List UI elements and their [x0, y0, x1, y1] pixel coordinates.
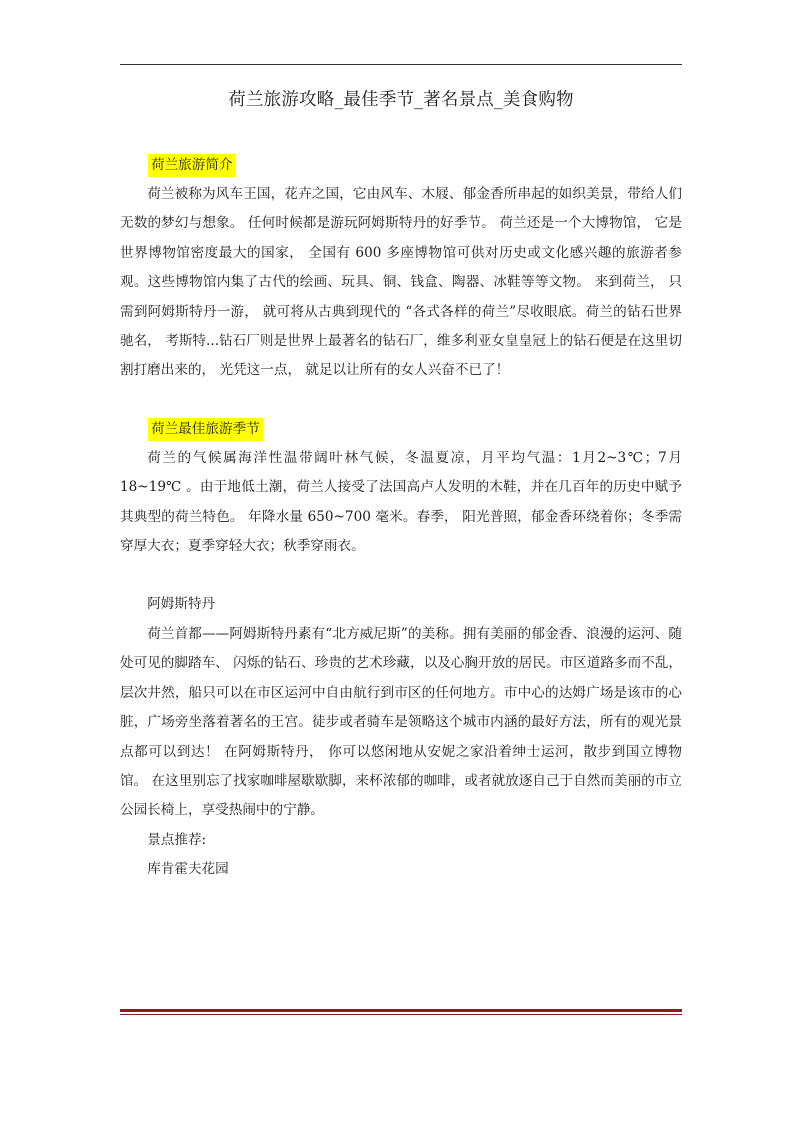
footer-rule	[120, 1009, 682, 1015]
section-paragraph-season: 荷兰的气候属海洋性温带阔叶林气候，冬温夏凉，月平均气温：1月2~3℃；7月18~19℃ 。由于地低土潮，荷兰人接受了法国高卢人发明的木鞋，并在几百年的历史中赋予其典型的荷兰特色。 年降水量 650~700 毫米。春季， 阳光普照，郁金香环绕着你；冬季需穿厚大衣；夏季穿轻大衣；秋季穿雨衣。	[120, 449, 682, 555]
document-title: 荷兰旅游攻略_最佳季节_著名景点_美食购物	[228, 90, 574, 110]
recommend-label: 景点推荐:	[147, 831, 207, 848]
section-heading-intro: 荷兰旅游简介	[148, 154, 236, 177]
document-body	[120, 151, 682, 885]
header-rule	[120, 64, 682, 65]
section-heading-intro-row	[120, 151, 682, 180]
spot-keukenhof: 库肯霍夫花园	[147, 861, 229, 878]
amsterdam-heading: 阿姆斯特丹	[147, 596, 216, 613]
section-heading-season-row	[120, 415, 682, 444]
amsterdam-paragraph: 荷兰首都——阿姆斯特丹素有“北方威尼斯”的美称。拥有美丽的郁金香、浪漫的运河、随处可见的脚踏车、 闪烁的钻石、珍贵的艺术珍藏，以及心胸开放的居民。市区道路多而不乱，层次井然，船只可以在市区运河中自由航行到市区的任何地方。市中心的达姆广场是该市的心脏，广场旁坐落着著名的王宫。徒步或者骑车是领略这个城市内涵的最好方法，所有的观光景点都可以到达！ 在阿姆斯特丹， 你可以悠闲地从安妮之家沿着绅士运河，散步到国立博物馆。 在这里别忘了找家咖啡屋歇歇脚，来杯浓郁的咖啡，或者就放逐自己于自然而美丽的市立公园长椅上，享受热闹中的宁静。	[120, 625, 682, 819]
section-heading-season: 荷兰最佳旅游季节	[148, 418, 263, 441]
section-paragraph-intro: 荷兰被称为风车王国，花卉之国，它由风车、木屐、郁金香所串起的如织美景，带给人们无数的梦幻与想象。 任何时候都是游玩阿姆斯特丹的好季节。 荷兰还是一个大博物馆， 它是世界博物馆密度最大的国家， 全国有 600 多座博物馆可供对历史或文化感兴趣的旅游者参观。这些博物馆内集了古代的绘画、玩具、铜、钱盒、陶器、冰鞋等等文物。 来到荷兰， 只需到阿姆斯特丹一游， 就可将从古典到现代的 “各式各样的荷兰”尽收眼底。荷兰的钻石世界驰名， 考斯特...钻石厂则是世界上最著名的钻石厂，维多利亚女皇皇冠上的钻石便是在这里切割打磨出来的， 光凭这一点， 就足以让所有的女人兴奋不已了！	[120, 186, 682, 379]
